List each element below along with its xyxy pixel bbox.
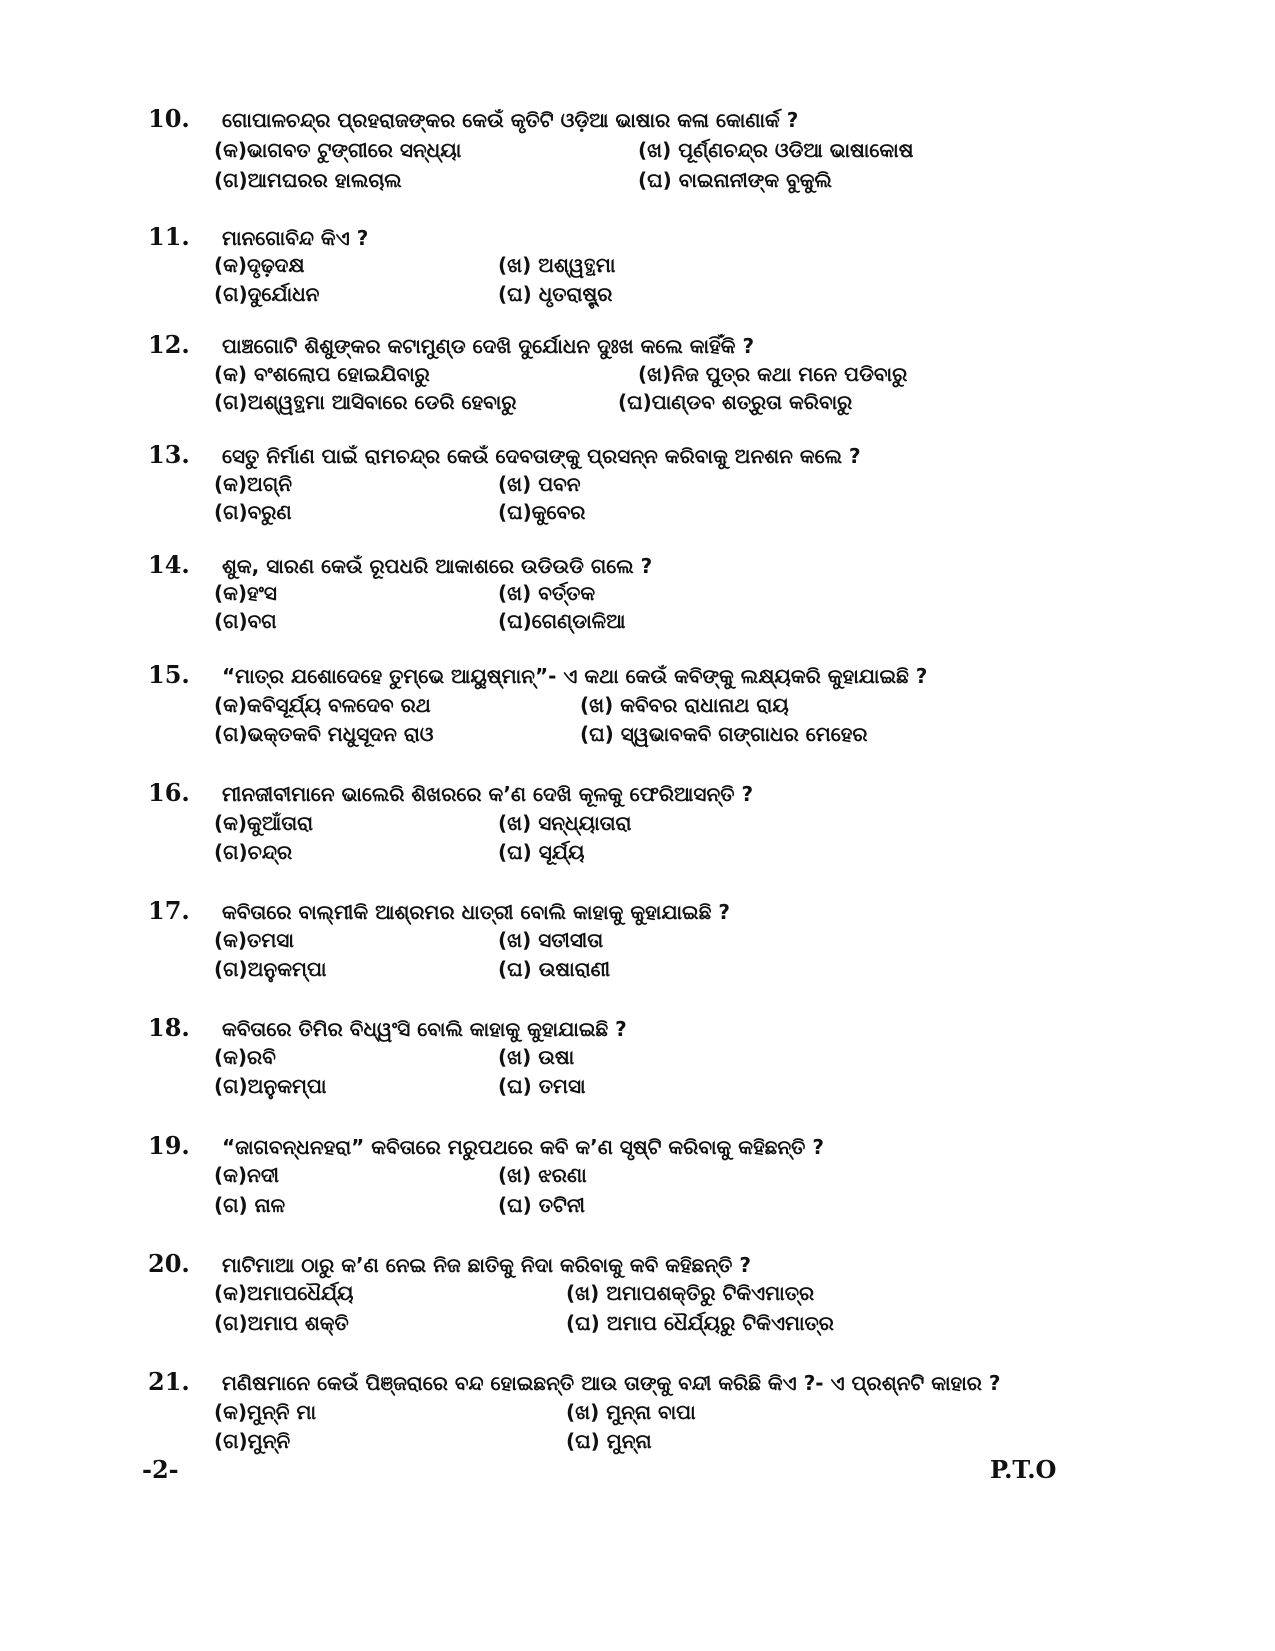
question-number: 20. [148, 1249, 190, 1278]
question-text: କବିତାରେ ବାଲ୍ମୀକି ଆଶ୍ରମର ଧାତ୍ରୀ ବୋଲି କାହାକୁ କୁହାଯାଇଛି ? [222, 900, 730, 924]
option-kha: (ଖ) ପୂର୍ଣ୍ଣଚନ୍ଦ୍ର ଓଡିଆ ଭାଷାକୋଷ [638, 138, 914, 162]
option-ka: (କ)ହଂସ [214, 581, 277, 605]
option-kha: (ଖ) ସତୀସୀତା [498, 928, 604, 952]
option-gha: (ଘ) ବାଇନାନୀଙ୍କ ବୁକୁଲି [638, 168, 832, 192]
option-ga: (ଗ)ଚନ୍ଦ୍ର [214, 840, 293, 864]
option-ka: (କ)ତମସା [214, 928, 294, 952]
question-text: ମାନଗୋବିନ୍ଦ କିଏ ? [222, 226, 369, 250]
option-kha: (ଖ) କବିବର ରାଧାନାଥ ରାୟ [580, 693, 789, 717]
page-number: -2- [142, 1455, 179, 1484]
question-number: 15. [148, 660, 190, 689]
option-gha: (ଘ) ସ୍ୱଭାବକବି ଗଙ୍ଗାଧର ମେହେର [580, 722, 868, 746]
option-ga: (ଗ)ଅନୁକମ୍ପା [214, 957, 327, 981]
option-gha: (ଘ) ଅମାପ ଧୈର୍ଯ୍ୟରୁ ଟିକିଏମାତ୍ର [566, 1311, 834, 1335]
question-text: କବିତାରେ ତିମିର ବିଧ୍ୱଂସି ବୋଲି କାହାକୁ କୁହାଯାଇଛି ? [222, 1017, 627, 1041]
question-number: 14. [148, 550, 190, 579]
question-text: ପାଞ୍ଚଗୋଟି ଶିଶୁଙ୍କର କଟାମୁଣ୍ଡ ଦେଖି ଦୁର୍ଯୋଧନ ଦୁଃଖ କଲେ କାହିଁକି ? [222, 334, 755, 358]
option-ka: (କ)ନଦୀ [214, 1163, 279, 1187]
option-ga: (ଗ)ଅଶ୍ୱତ୍ଥମା ଆସିବାରେ ଡେରି ହେବାରୁ [214, 390, 517, 414]
option-ka: (କ)ଭାଗବତ ଟୁଙ୍ଗୀରେ ସନ୍ଧ୍ୟା [214, 138, 462, 162]
option-kha: (ଖ)ନିଜ ପୁତ୍ର କଥା ମନେ ପଡିବାରୁ [638, 362, 908, 386]
option-kha: (ଖ) ପବନ [498, 472, 581, 496]
option-ka: (କ)ଅଗ୍ନି [214, 472, 292, 496]
option-ka: (କ) ବଂଶଲୋପ ହୋଇଯିବାରୁ [214, 362, 430, 386]
option-kha: (ଖ) ସନ୍ଧ୍ୟାତାରା [498, 811, 632, 835]
option-ga: (ଗ)ଦୁର୍ଯୋଧନ [214, 282, 320, 306]
question-number: 10. [148, 104, 190, 133]
option-ga: (ଗ)ବଗ [214, 609, 277, 633]
option-kha: (ଖ) ଝରଣା [498, 1163, 587, 1187]
option-ka: (କ)କୁଆଁତାରା [214, 811, 314, 835]
option-kha: (ଖ) ବର୍ତ୍ତକ [498, 581, 596, 605]
question-number: 21. [148, 1367, 190, 1396]
question-text: ମୀନଜୀବୀମାନେ ଭାଲେରି ଶିଖରରେ କ’ଣ ଦେଖି କୂଳକୁ ଫେରିଆସନ୍ତି ? [222, 782, 754, 806]
question-number: 18. [148, 1013, 190, 1042]
option-ka: (କ)କବିସୂର୍ଯ୍ୟ ବଳଦେବ ରଥ [214, 693, 431, 717]
option-ga: (ଗ)ବରୁଣ [214, 500, 292, 524]
option-ka: (କ)ଦୃଢ଼ଦକ୍ଷ [214, 253, 305, 277]
option-kha: (ଖ) ଅଶ୍ୱତ୍ଥମା [498, 253, 616, 277]
question-number: 19. [148, 1131, 190, 1160]
option-ka: (କ)ଅମାପଧୈର୍ଯ୍ୟ [214, 1281, 354, 1305]
question-text: ମାଟିମାଆ ଠାରୁ କ’ଣ ନେଇ ନିଜ ଛାତିକୁ ନିଦା କରିବାକୁ କବି କହିଛନ୍ତି ? [222, 1253, 751, 1277]
option-ga: (ଗ) ନାଳ [214, 1193, 286, 1217]
option-kha: (ଖ) ଉଷା [498, 1045, 575, 1069]
question-number: 16. [148, 778, 190, 807]
question-text: “ମାତ୍ର ଯଶୋଦେହେ ତୁମ୍ଭେ ଆୟୁଷ୍ମାନ୍”- ଏ କଥା କେଉଁ କବିଙ୍କୁ ଲକ୍ଷ୍ୟକରି କୁହାଯାଇଛି ? [222, 664, 928, 688]
option-gha: (ଘ) ସୂର୍ଯ୍ୟ [498, 840, 585, 864]
option-gha: (ଘ) ଉଷାରାଣୀ [498, 957, 611, 981]
option-ga: (ଗ)ଅନୁକମ୍ପା [214, 1074, 327, 1098]
option-gha: (ଘ) ଧୃତରାଷ୍ଟ୍ର [498, 282, 613, 306]
option-ka: (କ)ମୁନ୍ନି ମା [214, 1400, 317, 1424]
question-number: 11. [148, 222, 190, 251]
option-ga: (ଗ)ଆମଘରର ହାଲଚାଲ [214, 168, 402, 192]
option-gha: (ଘ) ତମସା [498, 1074, 586, 1098]
question-text: ମଣିଷମାନେ କେଉଁ ପିଞ୍ଜରାରେ ବନ୍ଦ ହୋଇଛନ୍ତି ଆଉ ତାଙ୍କୁ ବନ୍ଦୀ କରିଛି କିଏ ?- ଏ ପ୍ରଶ୍ନଟି କାହାର ? [222, 1371, 1001, 1395]
pto-label: P.T.O [990, 1455, 1057, 1484]
question-text: ଗୋପାଳଚନ୍ଦ୍ର ପ୍ରହରାଜଙ୍କର କେଉଁ କୃତିଟି ଓଡ଼ିଆ ଭାଷାର କଳା କୋଣାର୍କ ? [222, 108, 799, 132]
option-kha: (ଖ) ମୁନ୍ନା ବାପା [566, 1400, 696, 1424]
option-ga: (ଗ)ମୁନ୍ନି [214, 1429, 291, 1453]
option-ka: (କ)ରବି [214, 1045, 276, 1069]
option-ga: (ଗ)ଅମାପ ଶକ୍ତି [214, 1311, 349, 1335]
question-number: 13. [148, 440, 190, 469]
question-text: ଶୁକ, ସାରଣ କେଉଁ ରୂପଧରି ଆକାଶରେ ଉଡିଉଡି ଗଲେ ? [222, 554, 653, 578]
option-ga: (ଗ)ଭକ୍ତକବି ମଧୁସୂଦନ ରାଓ [214, 722, 434, 746]
question-number: 17. [148, 896, 190, 925]
option-gha: (ଘ) ତଟିନୀ [498, 1193, 586, 1217]
option-gha: (ଘ)ଗେଣ୍ଡାଳିଆ [498, 609, 626, 633]
option-gha: (ଘ)କୁବେର [498, 500, 586, 524]
question-text: “ଜାଗବନ୍ଧନହରା” କବିତାରେ ମରୁପଥରେ କବି କ’ଣ ସୃଷ୍ଟି କରିବାକୁ କହିଛନ୍ତି ? [222, 1135, 825, 1159]
option-kha: (ଖ) ଅମାପଶକ୍ତିରୁ ଟିକିଏମାତ୍ର [566, 1281, 815, 1305]
question-text: ସେତୁ ନିର୍ମାଣ ପାଇଁ ରାମଚନ୍ଦ୍ର କେଉଁ ଦେବତାଙ୍କୁ ପ୍ରସନ୍ନ କରିବାକୁ ଅନଶନ କଲେ ? [222, 444, 861, 468]
option-gha: (ଘ) ମୁନ୍ନା [566, 1429, 652, 1453]
question-number: 12. [148, 330, 190, 359]
option-gha: (ଘ)ପାଣ୍ଡବ ଶତ୍ରୁତା କରିବାରୁ [618, 390, 853, 414]
